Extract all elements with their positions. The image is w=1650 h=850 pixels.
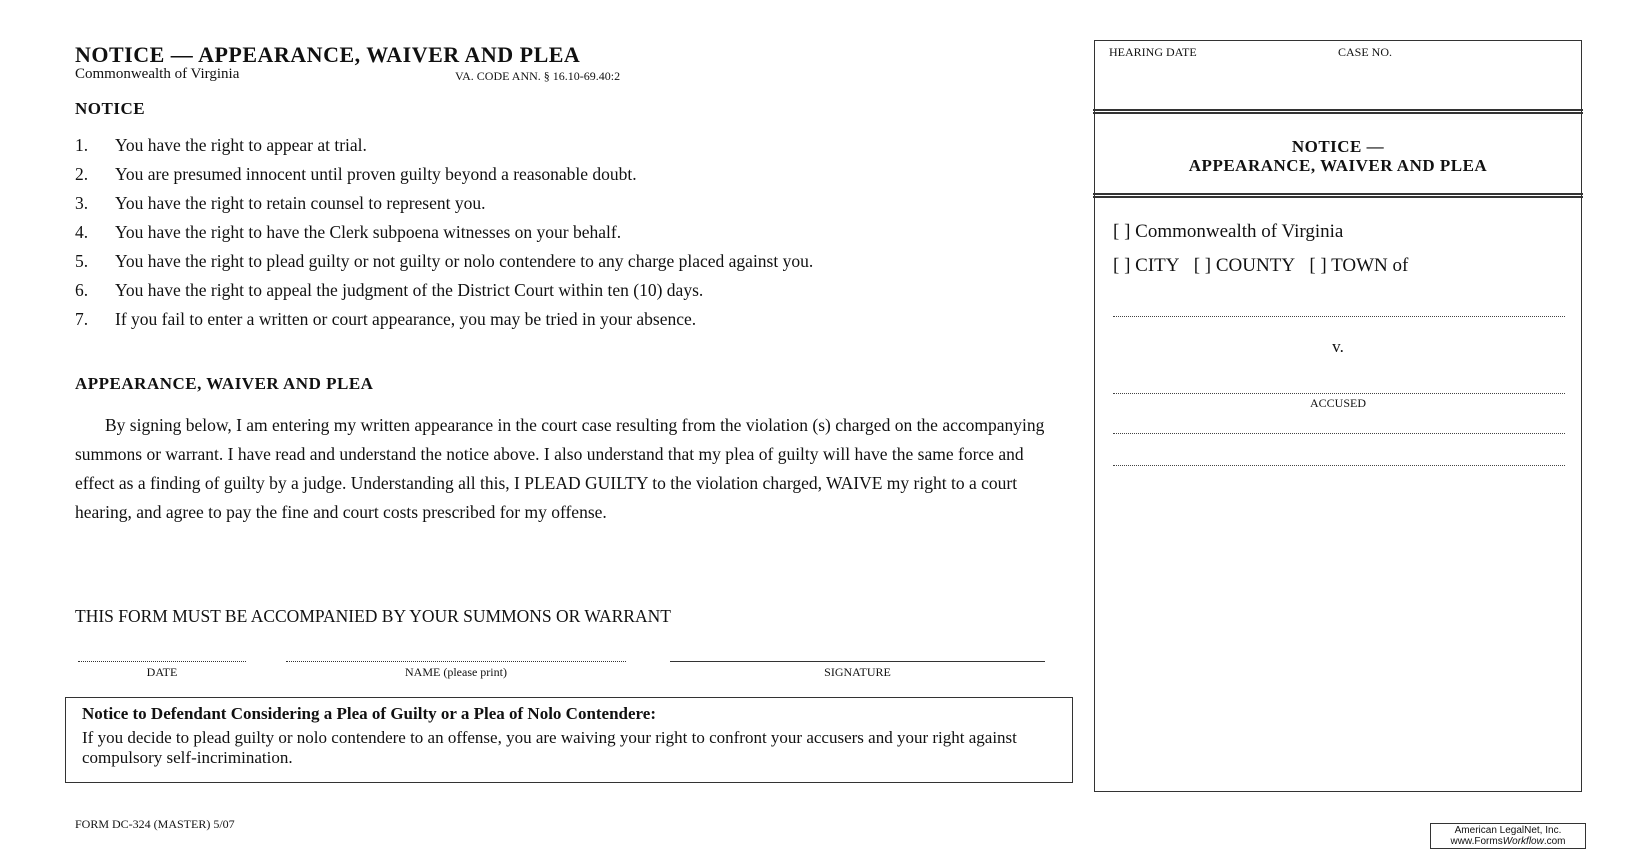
address-line-2[interactable] <box>1113 465 1565 466</box>
checkbox-town[interactable]: [ ] TOWN of <box>1309 255 1409 276</box>
name-line[interactable] <box>286 661 626 662</box>
list-item-text: You have the right to retain counsel to represent you. <box>115 193 486 213</box>
list-item-number: 7. <box>75 309 89 329</box>
logo-line2: www.FormsWorkflow.com <box>1450 836 1566 847</box>
code-reference: VA. CODE ANN. § 16.10-69.40:2 <box>455 69 621 83</box>
list-item <box>75 131 1025 160</box>
list-item-text: You have the right to plead guilty or not guilty or nolo contendere to any charge placed against you. <box>115 251 814 271</box>
logo-line1: American LegalNet, Inc. <box>1454 825 1562 836</box>
case-number-label: CASE NO. <box>1338 45 1393 59</box>
defendant-notice-heading: Notice to Defendant Considering a Plea of Guilty or a Plea of Nolo Contendere: <box>82 704 656 723</box>
list-item <box>75 160 1025 189</box>
notice-list <box>75 131 1025 334</box>
accused-line[interactable] <box>1113 393 1565 394</box>
address-line-1[interactable] <box>1113 433 1565 434</box>
signature-label: SIGNATURE <box>824 665 891 679</box>
defendant-notice-box <box>65 697 1073 783</box>
list-item-number: 6. <box>75 280 89 300</box>
list-item <box>75 189 1025 218</box>
locality-options <box>1113 255 1408 277</box>
notice-heading: NOTICE <box>75 99 146 118</box>
name-label: NAME (please print) <box>405 665 507 679</box>
list-item-number: 1. <box>75 135 89 155</box>
list-item-text: If you fail to enter a written or court appearance, you may be tried in your absence. <box>115 309 697 329</box>
jurisdiction-label: Commonwealth of Virginia <box>75 66 240 82</box>
double-divider <box>1093 193 1583 198</box>
list-item-number: 5. <box>75 251 89 271</box>
publisher-logo <box>1430 823 1586 849</box>
accused-label: ACCUSED <box>1309 396 1366 410</box>
list-item <box>75 276 1025 305</box>
appearance-paragraph: By signing below, I am entering my written appearance in the court case resulting from the violation (s) charged on the accompanying summons or warrant. I have read and understand the notice above. I also understand that my plea of guilty will have the same force and effect as a finding of guilty by a judge. Understanding all this, I PLEAD GUILTY to the violation charged, WAIVE my right to a court hearing, and agree to pay the fine and court costs prescribed for my offense. <box>75 415 1045 522</box>
list-item-text: You have the right to appear at trial. <box>115 135 367 155</box>
list-item <box>75 218 1025 247</box>
locality-line[interactable] <box>1113 316 1565 317</box>
checkbox-county[interactable]: [ ] COUNTY <box>1193 255 1296 276</box>
date-label: DATE <box>146 665 178 679</box>
list-item-number: 2. <box>75 164 89 184</box>
list-item-number: 3. <box>75 193 89 213</box>
list-item-number: 4. <box>75 222 89 242</box>
panel-title-line1: NOTICE — <box>1291 137 1385 156</box>
defendant-notice-body: If you decide to plead guilty or nolo contendere to an offense, you are waiving your right to confront your accusers and your right against compulsory self-incrimination. <box>82 728 1017 767</box>
list-item-text: You are presumed innocent until proven guilty beyond a reasonable doubt. <box>115 164 637 184</box>
date-line[interactable] <box>78 661 246 662</box>
list-item-text: You have the right to appeal the judgment of the District Court within ten (10) days. <box>115 280 704 300</box>
list-item <box>75 305 1025 334</box>
list-item <box>75 247 1025 276</box>
list-item-text: You have the right to have the Clerk subpoena witnesses on your behalf. <box>115 222 622 242</box>
case-cover-panel <box>1094 40 1582 792</box>
form-number: FORM DC-324 (MASTER) 5/07 <box>75 817 235 831</box>
checkbox-commonwealth[interactable]: [ ] Commonwealth of Virginia <box>1113 221 1344 242</box>
appearance-heading: APPEARANCE, WAIVER AND PLEA <box>75 374 374 393</box>
hearing-date-label: HEARING DATE <box>1109 45 1197 59</box>
versus-label: v. <box>1332 337 1344 356</box>
must-accompany-notice: THIS FORM MUST BE ACCOMPANIED BY YOUR SUMMONS OR WARRANT <box>75 606 671 626</box>
signature-line[interactable] <box>670 661 1045 662</box>
panel-title-line2: APPEARANCE, WAIVER AND PLEA <box>1188 156 1488 175</box>
form-title: NOTICE — APPEARANCE, WAIVER AND PLEA <box>75 42 581 67</box>
checkbox-city[interactable]: [ ] CITY <box>1113 255 1180 276</box>
double-divider <box>1093 109 1583 114</box>
